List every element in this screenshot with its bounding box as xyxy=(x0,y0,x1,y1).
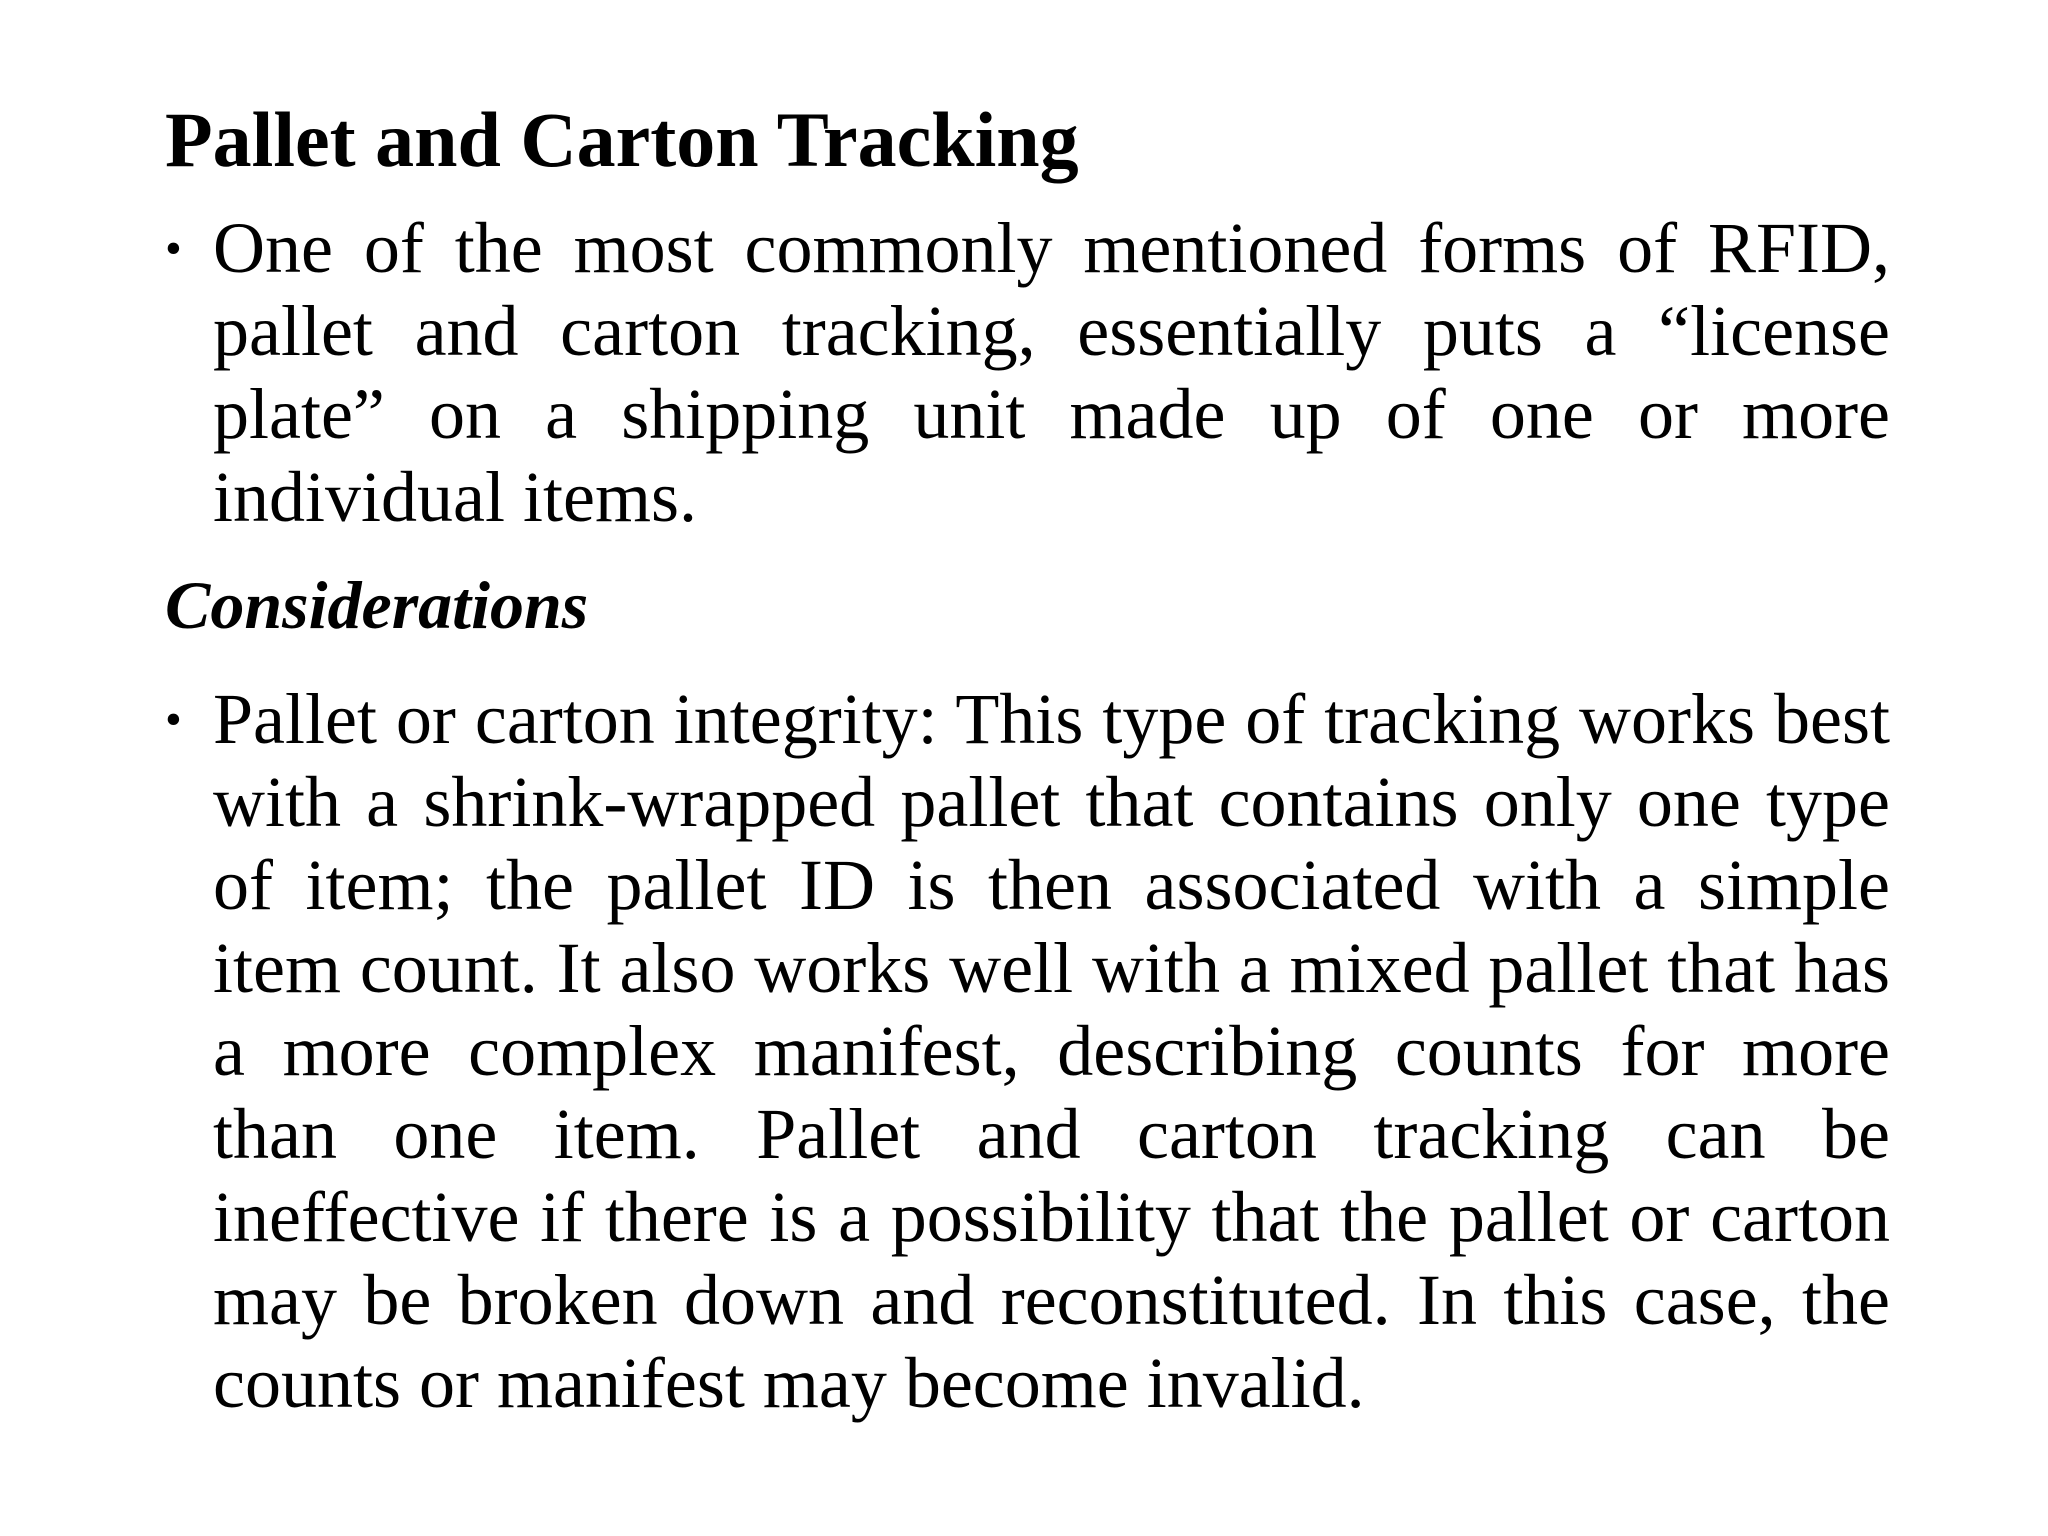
bullet-marker: • xyxy=(165,222,182,275)
bullet-item-pallet-integrity xyxy=(165,678,1890,1425)
bullet-marker: • xyxy=(165,693,182,746)
slide-title: Pallet and Carton Tracking xyxy=(165,96,1079,183)
bullet-text: One of the most commonly mentioned forms of RFID, pallet and carton tracking, essentially puts a “license plate” on a shipping unit made up of one or more individual items. xyxy=(213,208,1890,537)
bullet-text: Pallet or carton integrity: This type of tracking works best with a shrink-wrapped pallet that contains only one type of item; the pallet ID is then associated with a simple item count. It also works well with a mixed pallet that has a more complex manifest, describing counts for more than one item. Pallet and carton tracking can be ineffective if there is a possibility that the pallet or carton may be broken down and reconstituted. In this case, the counts or manifest may become invalid. xyxy=(213,679,1890,1423)
considerations-heading: Considerations xyxy=(165,567,589,643)
bullet-item-rfid-description xyxy=(165,207,1890,539)
